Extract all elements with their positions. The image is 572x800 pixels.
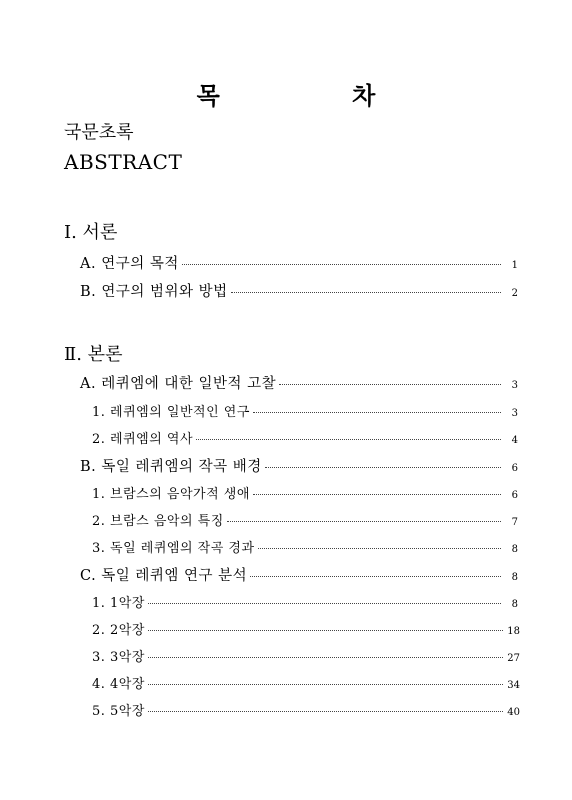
dot-leader (253, 412, 501, 413)
chapter-heading-body: Ⅱ. 본론 (64, 344, 123, 365)
toc-entry-label: A. 연구의 목적 (80, 256, 179, 272)
toc-entry-page: 40 (507, 707, 520, 718)
toc-entry[interactable] (92, 700, 520, 719)
dot-leader (279, 384, 501, 385)
dot-leader (148, 630, 503, 631)
dot-leader (148, 657, 503, 658)
toc-entry-label: 2. 브람스 음악의 특징 (92, 514, 224, 529)
toc-entry-page: 4 (511, 435, 518, 446)
toc-entry-page: 3 (511, 380, 518, 391)
toc-entry-page: 7 (511, 517, 518, 528)
toc-entry[interactable] (80, 455, 518, 476)
dot-leader (258, 548, 501, 549)
dot-leader (148, 603, 501, 604)
toc-entry-page: 6 (511, 490, 518, 501)
toc-entry-label: B. 독일 레퀴엠의 작곡 배경 (80, 459, 262, 475)
toc-entry-page: 2 (511, 288, 518, 299)
toc-entry[interactable] (92, 428, 518, 447)
toc-entry-label: 4. 4악장 (92, 677, 145, 692)
dot-leader (148, 684, 503, 685)
dot-leader (182, 264, 501, 265)
dot-leader (196, 439, 501, 440)
toc-entry-label: A. 레퀴엠에 대한 일반적 고찰 (80, 376, 277, 392)
toc-entry-label: 5. 5악장 (92, 704, 145, 719)
toc-entry[interactable] (92, 401, 518, 420)
toc-entry[interactable] (80, 564, 518, 585)
toc-entry[interactable] (92, 673, 520, 692)
toc-entry-page: 1 (511, 260, 518, 271)
front-matter-abstract: ABSTRACT (64, 150, 183, 174)
toc-entry-page: 8 (511, 572, 518, 583)
toc-entry-label: 1. 브람스의 음악가적 생애 (92, 487, 250, 502)
toc-entry-page: 27 (507, 653, 520, 664)
toc-entry[interactable] (80, 280, 518, 301)
toc-entry[interactable] (92, 483, 518, 502)
toc-entry-label: 1. 1악장 (92, 596, 145, 611)
toc-entry-label: B. 연구의 범위와 방법 (80, 284, 228, 300)
toc-entry-label: 1. 레퀴엠의 일반적인 연구 (92, 405, 250, 420)
front-matter-korean-abstract: 국문초록 (64, 122, 134, 143)
chapter-heading-introduction: Ⅰ. 서론 (64, 222, 118, 243)
toc-entry-label: 2. 2악장 (92, 623, 145, 638)
dot-leader (253, 494, 501, 495)
toc-entry-page: 6 (511, 463, 518, 474)
toc-entry-page: 18 (507, 626, 520, 637)
toc-entry[interactable] (92, 537, 518, 556)
toc-entry[interactable] (80, 252, 518, 273)
toc-entry-page: 8 (511, 544, 518, 555)
toc-entry[interactable] (92, 510, 518, 529)
dot-leader (227, 521, 501, 522)
toc-entry-page: 3 (511, 408, 518, 419)
dot-leader (265, 467, 501, 468)
toc-entry[interactable] (92, 646, 520, 665)
toc-entry-label: 3. 3악장 (92, 650, 145, 665)
toc-entry-label: 3. 독일 레퀴엠의 작곡 경과 (92, 541, 255, 556)
dot-leader (231, 292, 501, 293)
toc-entry-label: C. 독일 레퀴엠 연구 분석 (80, 568, 248, 584)
toc-entry[interactable] (80, 372, 518, 393)
dot-leader (148, 711, 503, 712)
toc-entry[interactable] (92, 619, 520, 638)
toc-entry-page: 8 (511, 599, 518, 610)
toc-title: 목 차 (196, 81, 438, 110)
toc-entry[interactable] (92, 592, 518, 611)
toc-entry-page: 34 (507, 680, 520, 691)
toc-entry-label: 2. 레퀴엠의 역사 (92, 432, 194, 447)
dot-leader (250, 576, 501, 577)
